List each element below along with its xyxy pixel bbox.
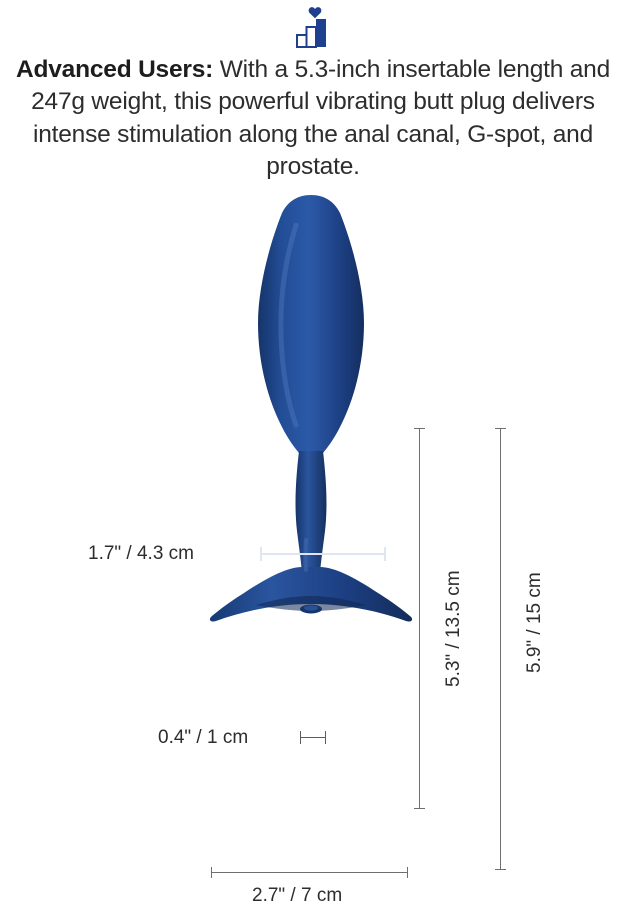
label-base-width: 2.7" / 7 cm	[252, 885, 343, 907]
label-total-length: 5.9" / 15 cm	[524, 572, 545, 674]
product-illustration	[196, 195, 426, 640]
description-body: With a 5.3-inch insertable length and 247g weight, this powerful vibrating butt plug delivers intense stimulation along the anal canal, G-spot, and prostate.	[31, 56, 611, 180]
product-description	[0, 50, 626, 183]
label-neck-width: 0.4" / 1 cm	[158, 727, 249, 749]
rule-neck-width	[300, 737, 326, 738]
rule-base-width	[211, 872, 408, 873]
rule-total-length	[500, 428, 501, 870]
rule-width-max	[260, 553, 386, 555]
rule-insertable-length	[419, 428, 420, 809]
product-dimension-diagram	[0, 195, 626, 907]
label-insertable-length: 5.3" / 13.5 cm	[443, 570, 464, 688]
logo-container	[0, 0, 626, 50]
label-width-max: 1.7" / 4.3 cm	[88, 543, 195, 565]
description-lead: Advanced Users:	[15, 56, 214, 83]
bar-chart-heart-logo	[276, 6, 350, 50]
